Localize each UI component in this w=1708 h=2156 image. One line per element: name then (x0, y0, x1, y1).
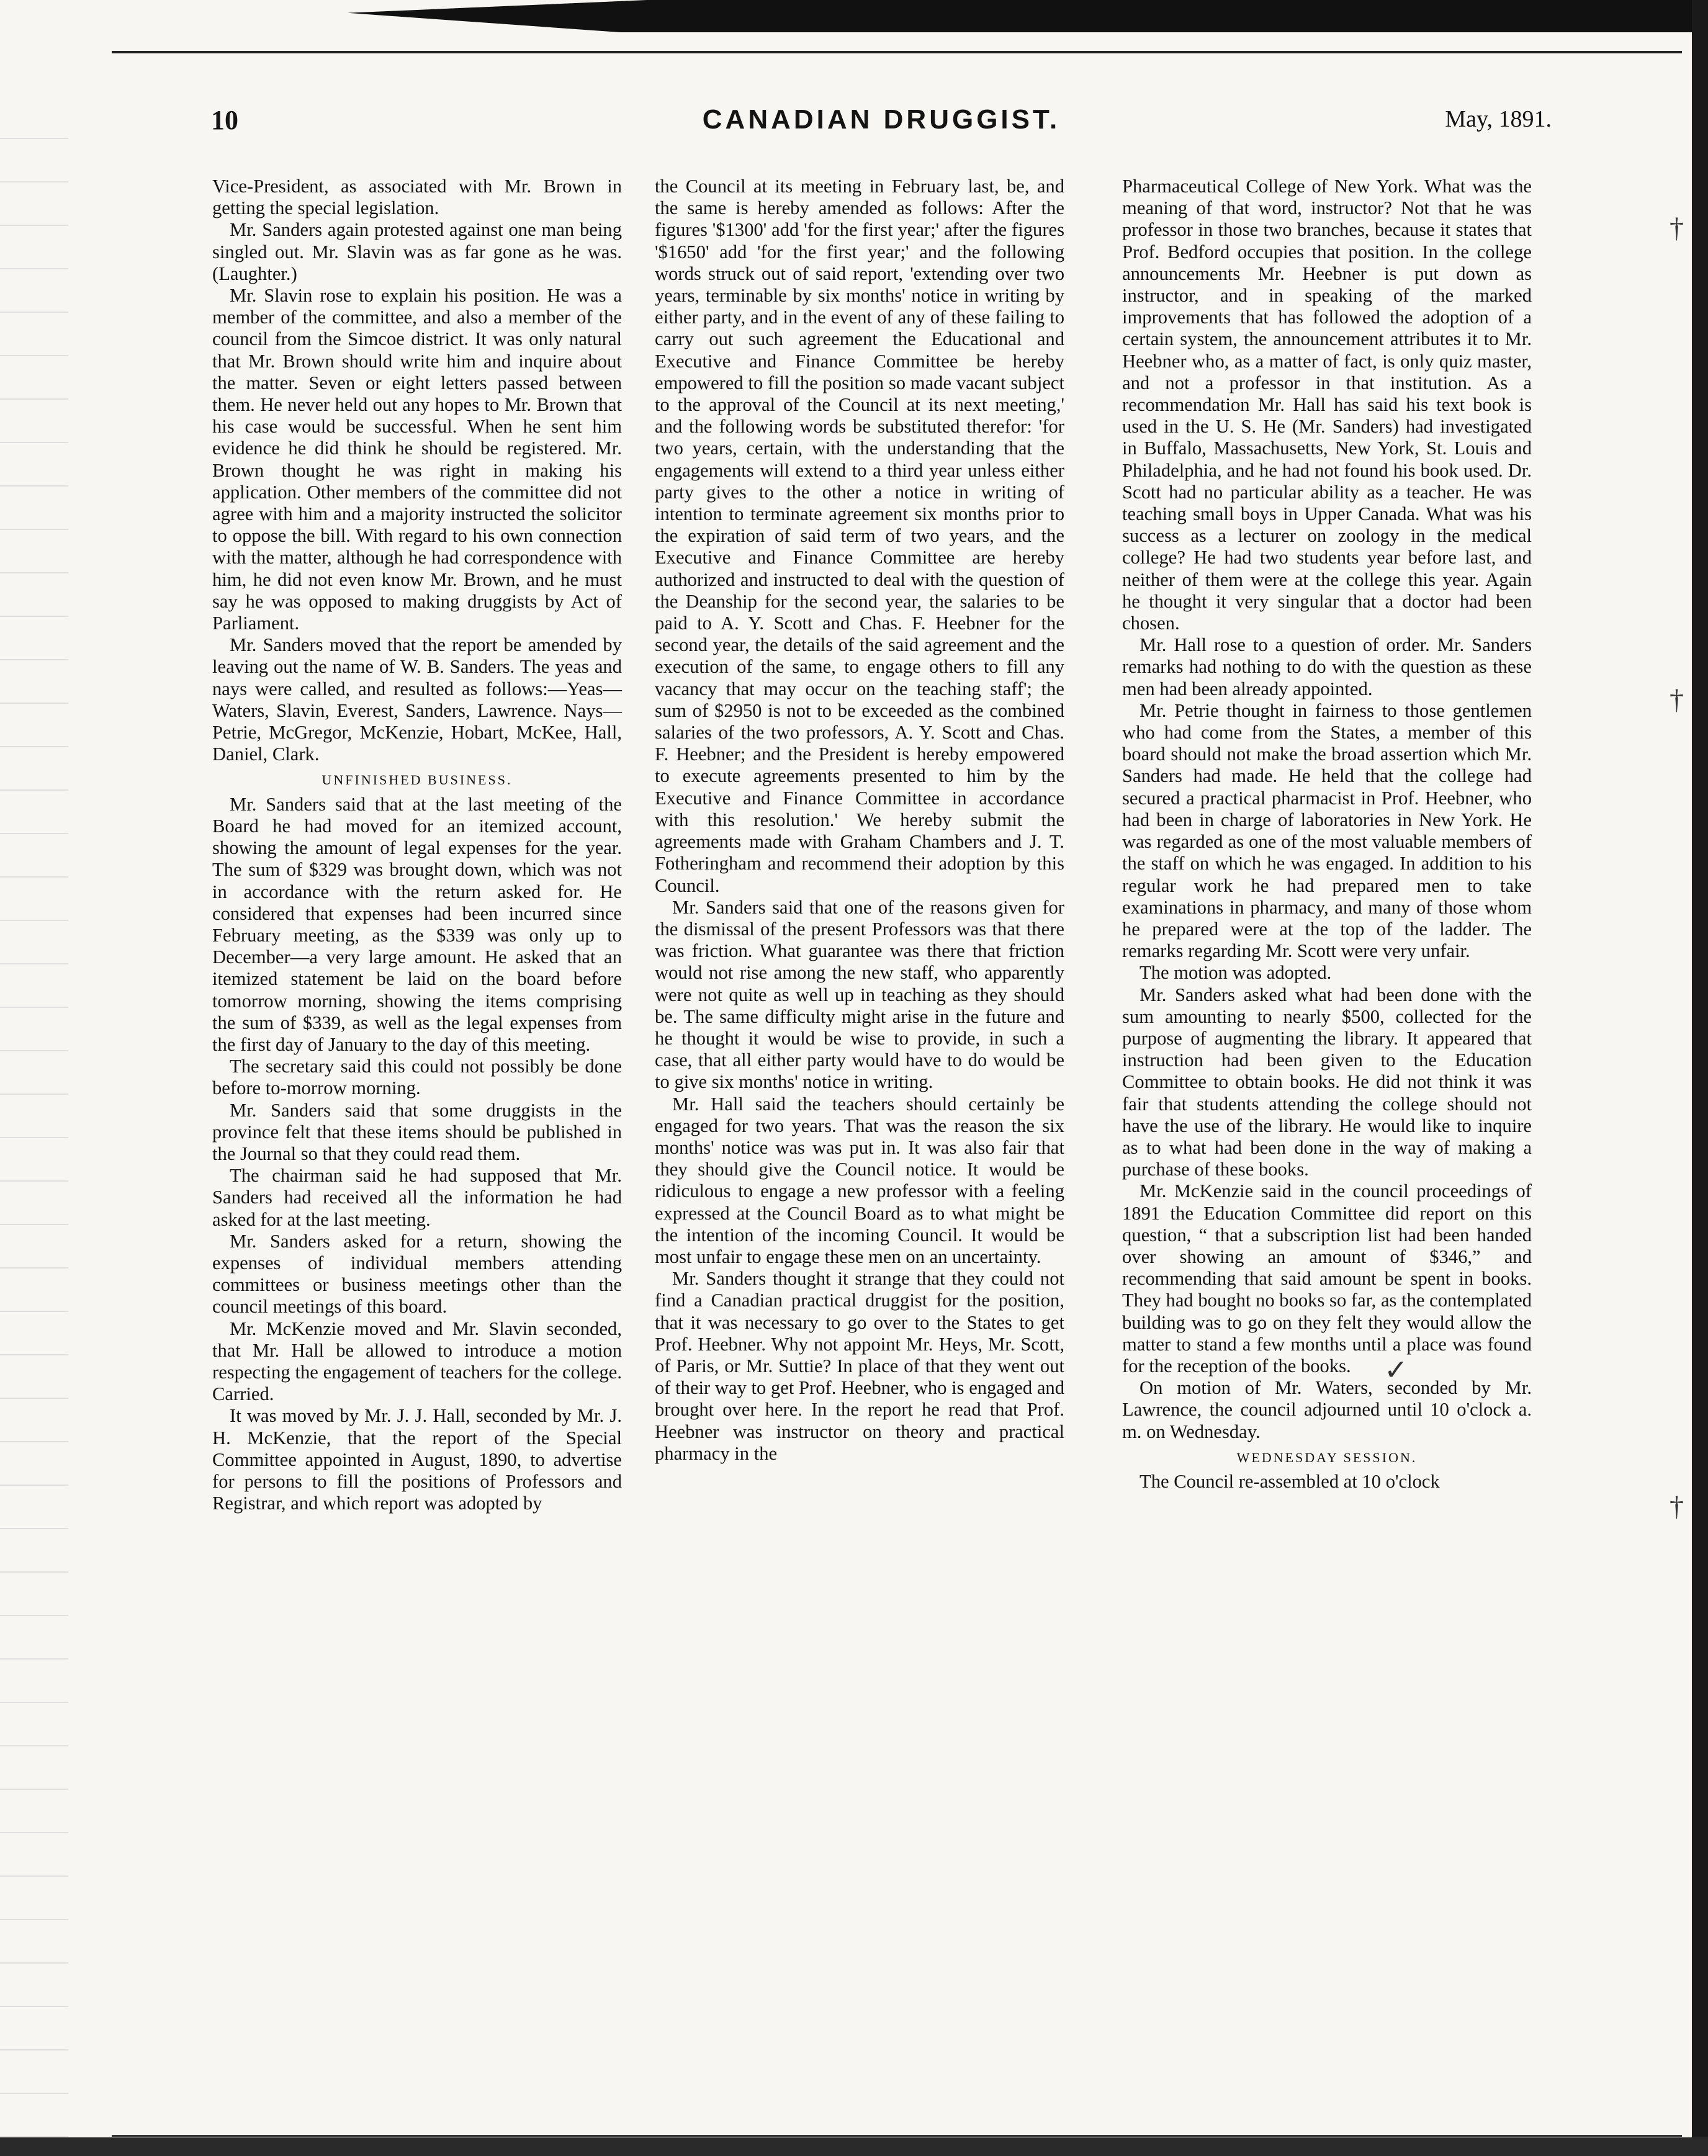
paragraph: The chairman said he had supposed that Mr. Sanders had received all the information he had asked for at the last meeting. (212, 1165, 622, 1230)
column-1 (212, 176, 622, 2037)
paragraph: Mr. Sanders asked for a return, showing the expenses of individual members attending committees or business meetings other than the council meetings of this board. (212, 1230, 622, 1318)
column-2 (655, 176, 1064, 2037)
paragraph: The Council re-assembled at 10 o'clock (1139, 1470, 1440, 1492)
margin-glyph: † (1670, 212, 1684, 243)
paragraph: Mr. Hall rose to a question of order. Mr. Sanders remarks had nothing to do with the question as these men had been already appointed. (1122, 634, 1532, 699)
paragraph: Mr. Sanders thought it strange that they could not find a Canadian practical druggist for the position, that it was necessary to go over to the States to get Prof. Heebner. Why not appoint Mr. Heys, Mr. Scott, of Paris, or Mr. Suttie? In place of that they went out of their way to get Prof. Heebner, who is engaged and brought over here. In the report he read that Prof. Heebner was instructor on theory and practical pharmacy in the (655, 1268, 1064, 1464)
paragraph: Mr. Sanders again protested against one man being singled out. Mr. Slavin was as far gone as he was. (Laughter.) (212, 219, 622, 284)
scan-edge-top (348, 0, 1708, 32)
paragraph: Mr. Petrie thought in fairness to those gentlemen who had come from the States, a member of this board should not make the broad assertion which Mr. Sanders had made. He held that the college had secured a practical pharmacist in Prof. Heebner, who had been in charge of laboratories in New York. He was regarded as one of the most valuable members of the staff on which he was engaged. In addition to his regular work he had prepared men to take examinations in pharmacy, and many of those whom he prepared were at the top of the ladder. The remarks regarding Mr. Scott were very unfair. (1122, 699, 1532, 962)
bottom-rule (112, 2135, 1682, 2137)
margin-glyph: † (1670, 683, 1684, 715)
page-header (211, 104, 1552, 148)
paragraph: Mr. Sanders said that at the last meeting of the Board he had moved for an itemized account, showing the amount of legal expenses for the year. The sum of $329 was brought down, which was not in accordance with the return asked for. He considered that expenses had been incurred since February meeting, as the $339 was only up to December—a very large amount. He asked that an itemized statement be laid on the board before tomorrow morning, showing the items comprising the sum of $339, as well as the legal expenses from the first day of January to the day of this meeting. (212, 793, 622, 1055)
scan-margin-left (0, 124, 68, 2147)
paragraph: Mr. McKenzie moved and Mr. Slavin seconded, that Mr. Hall be allowed to introduce a motion respecting the engagement of teachers for the college. Carried. (212, 1318, 622, 1405)
column-3 (1122, 176, 1532, 2037)
paragraph: Mr. Sanders said that one of the reasons given for the dismissal of the present Professors was that there was friction. What guarantee was there that friction would not rise among the new staff, who apparently were not quite as well up in teaching as they should be. The same difficulty might arise in the future and he thought it would be wise to provide, in such a case, that all either party would have to do would be to give six months' notice in writing. (655, 896, 1064, 1093)
paragraph: The secretary said this could not possibly be done before to-morrow morning. (212, 1056, 622, 1099)
margin-glyph: † (1670, 1490, 1684, 1522)
paragraph: Pharmaceutical College of New York. What was the meaning of that word, instructor? Not that he was professor in those two branches, because it states that Prof. Bedford occupies that position. In the college announcements Mr. Heebner is put down as instructor, and in speaking of the marked improvements that has followed the adoption of a certain system, the announcement attributes it to Mr. Heebner who, as a matter of fact, is only quiz master, and not a professor in that institution. As a recommendation Mr. Hall has said his text book is used in the U. S. He (Mr. Sanders) had investigated in Buffalo, Massachusetts, New York, St. Louis and Philadelphia, and he had not found his book used. Dr. Scott had no particular ability as a teacher. He was teaching small boys in Upper Canada. What was his success as a lecturer on zoology in the medical college? He had two students year before last, and neither of them were at the college this year. Again he thought it very singular that a doctor had been chosen. (1122, 176, 1532, 634)
section-heading: UNFINISHED BUSINESS. (321, 772, 513, 788)
paragraph: Mr. Hall said the teachers should certainly be engaged for two years. That was the reason the six months' notice was was put in. It was also fair that they should give the Council notice. It would be ridiculous to engage a new professor with a feeling expressed at the Council Board as to what might be the intention of the incoming Council. It would be most unfair to engage these men on an uncertainty. (655, 1093, 1064, 1267)
paragraph: It was moved by Mr. J. J. Hall, seconded by Mr. J. H. McKenzie, that the report of the Special Committee appointed in August, 1890, to advertise for persons to fill the positions of Professors and Registrar, and which report was adopted by (212, 1405, 622, 1514)
paragraph: The motion was adopted. (1139, 962, 1332, 984)
paragraph: Mr. Sanders asked what had been done with the sum amounting to nearly $500, collected for the purpose of augmenting the library. It appeared that instruction had been given to the Education Committee to obtain books. He did not think it was fair that students attending the college should not have the use of the library. He would like to inquire as to what had been done in the way of making a purchase of these books. (1122, 984, 1532, 1180)
scan-edge-bottom (0, 2137, 1708, 2156)
page-number: 10 (211, 105, 238, 135)
paragraph: Vice-President, as associated with Mr. Brown in getting the special legislation. (212, 176, 622, 219)
paragraph: On motion of Mr. Waters, seconded by Mr. Lawrence, the council adjourned until 10 o'clock a. m. on Wednesday. (1122, 1377, 1532, 1442)
top-rule (112, 51, 1682, 53)
paragraph: Mr. Sanders moved that the report be amended by leaving out the name of W. B. Sanders. The yeas and nays were called, and resulted as follows:—Yeas—Waters, Slavin, Everest, Sanders, Lawrence. Nays—Petrie, McGregor, McKenzie, Hobart, McKee, Hall, Daniel, Clark. (212, 634, 622, 765)
paragraph: Mr. Slavin rose to explain his position. He was a member of the committee, and also a member of the council from the Simcoe district. It was only natural that Mr. Brown should write him and inquire about the matter. Seven or eight letters passed between them. He never held out any hopes to Mr. Brown that his case would be successful. When he sent him evidence he did think he should be registered. Mr. Brown thought he was right in making his application. Other members of the committee did not agree with him and a majority instructed the solicitor to oppose the bill. With regard to his own connection with the matter, although he had correspondence with him, he did not even know Mr. Brown, and he must say he was opposed to making druggists by Act of Parliament. (212, 285, 622, 634)
section-heading: WEDNESDAY SESSION. (1236, 1449, 1418, 1465)
paragraph: the Council at its meeting in February last, be, and the same is hereby amended as follows: After the figures '$1300' add 'for the first year;' after the figures '$1650' add 'for the first year;' and the following words struck out of said report, 'extending over two years, terminable by six months' notice in writing by either party, and in the event of any of these failing to carry out such agreement the Educational and Executive and Finance Committee be hereby empowered to fill the position so made vacant subject to the approval of the Council at its next meeting,' and the following words be substituted therefor: 'for two years, certain, with the understanding that the engagements will extend to a third year unless either party gives to the other a notice in writing of intention to terminate agreement six months prior to the expiration of said term of two years, and the Executive and Finance Committee are hereby authorized and instructed to deal with the question of the Deanship for the second year, the salaries to be paid to A. Y. Scott and Chas. F. Heebner for the second year, the details of the said agreement and the execution of the same, to engage others to fill any vacancy that may occur on the teaching staff'; the sum of $2950 is not to be exceeded as the combined salaries of the two professors, A. Y. Scott and Chas. F. Heebner; and the President is hereby empowered to execute agreements presented to him by the Executive and Finance Committee in accordance with this resolution.' We hereby submit the agreements made with Graham Chambers and J. T. Fotheringham and recommend their adoption by this Council. (655, 176, 1064, 896)
journal-title: CANADIAN DRUGGIST. (702, 104, 1061, 135)
issue-date: May, 1891. (1445, 106, 1552, 132)
scan-edge-right (1692, 0, 1708, 2156)
paragraph: Mr. McKenzie said in the council proceedings of 1891 the Education Committee did report on this question, “ that a subscription list had been handed over showing an amount of $346,” and recommending that said amount be spent in books. They had bought no books so far, as the contemplated building was to go on they felt they would allow the matter to stand a few months until a place was found for the reception of the books. (1122, 1180, 1532, 1377)
handwritten-check-mark: ✓ (1384, 1354, 1408, 1386)
paragraph: Mr. Sanders said that some druggists in the province felt that these items should be published in the Journal so that they could read them. (212, 1099, 622, 1164)
